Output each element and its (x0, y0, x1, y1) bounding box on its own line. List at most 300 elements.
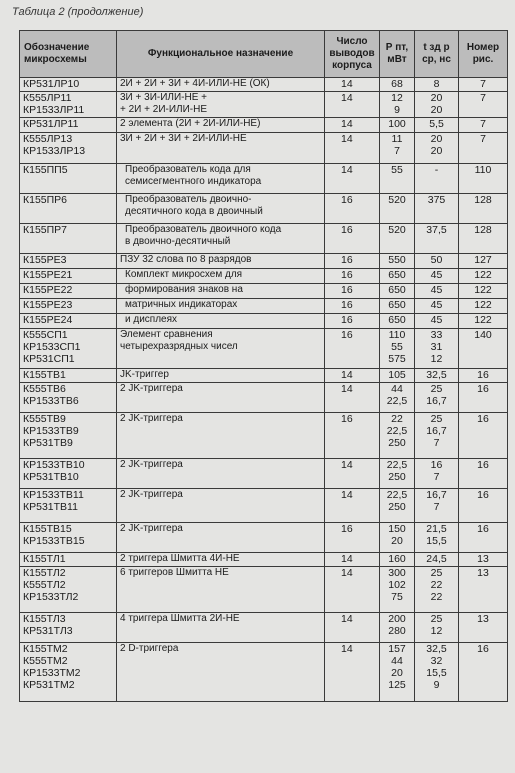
ic-code: КР531ТЛ3 (23, 625, 73, 637)
table-row (20, 383, 508, 413)
ic-code: К155ТВ15 (23, 523, 72, 535)
table-row (20, 78, 508, 92)
power-value: 7 (394, 145, 400, 157)
power-value: 20 (391, 535, 403, 547)
cell-delay (415, 254, 459, 269)
cell-function (117, 254, 325, 269)
cell-figure: 7 (459, 118, 508, 133)
ic-code: К555ТВ9 (23, 413, 66, 425)
cell-power (380, 489, 415, 523)
table-row (20, 133, 508, 164)
ic-code: К155ПП5 (23, 164, 68, 176)
cell-delay (415, 489, 459, 523)
cell-function (117, 613, 325, 643)
cell-figure: 110 (459, 164, 508, 194)
table-row (20, 567, 508, 613)
function-line: 3И + 3И-ИЛИ-НЕ + (120, 92, 208, 103)
cell-designation (20, 643, 117, 702)
cell-designation (20, 284, 117, 299)
ic-code: КР531ТМ2 (23, 679, 75, 691)
cell-designation (20, 299, 117, 314)
cell-delay (415, 314, 459, 329)
cell-figure: 16 (459, 413, 508, 459)
power-value: 75 (391, 591, 403, 603)
delay-value: - (434, 164, 439, 176)
cell-delay (415, 329, 459, 369)
function-line: Преобразователь двоичного кода (125, 224, 282, 235)
power-value: 22,5 (386, 395, 408, 407)
delay-value: 45 (430, 299, 443, 311)
ic-code: К155ТМ2 (23, 643, 68, 655)
cell-power (380, 133, 415, 164)
cell-designation (20, 369, 117, 383)
function-line: 2 JK-триггера (120, 413, 183, 424)
delay-value: 45 (430, 284, 443, 296)
cell-pins: 16 (325, 329, 380, 369)
table-row (20, 269, 508, 284)
cell-designation (20, 314, 117, 329)
cell-function (117, 78, 325, 92)
function-line: семисегментного индикатора (125, 176, 262, 187)
power-value: 280 (388, 625, 406, 637)
cell-power (380, 643, 415, 702)
cell-pins: 16 (325, 284, 380, 299)
delay-value: 20 (430, 133, 443, 145)
cell-figure: 16 (459, 459, 508, 489)
header-page: Номер рис. (459, 31, 508, 78)
ic-code: КР1533ТВ9 (23, 425, 79, 437)
power-value: 9 (394, 104, 400, 116)
cell-figure: 16 (459, 383, 508, 413)
cell-power (380, 329, 415, 369)
function-line: + 2И + 2И-ИЛИ-НЕ (120, 104, 208, 115)
ic-code: К155РЕ3 (23, 254, 67, 266)
header-designation: Обозначение микросхемы (20, 31, 117, 78)
cell-figure: 127 (459, 254, 508, 269)
table-caption: Таблица 2 (продолжение) (12, 6, 144, 18)
cell-figure: 122 (459, 269, 508, 284)
cell-designation (20, 78, 117, 92)
delay-value: 45 (430, 269, 443, 281)
delay-value: 33 (430, 329, 443, 341)
power-value: 68 (391, 78, 403, 90)
cell-designation (20, 269, 117, 284)
header-function: Функциональное назначение (117, 31, 325, 78)
ic-code: КР1533ТВ11 (23, 489, 84, 501)
ic-code: КР531ТВ11 (23, 501, 78, 513)
delay-value: 16,7 (426, 395, 447, 407)
function-line: 2 JK-триггера (120, 523, 183, 534)
cell-function (117, 133, 325, 164)
cell-figure: 122 (459, 299, 508, 314)
cell-delay (415, 413, 459, 459)
power-value: 650 (388, 314, 406, 326)
function-line: Преобразователь кода для (125, 164, 251, 175)
function-line: формирования знаков на (125, 284, 243, 295)
delay-value: 31 (430, 341, 443, 353)
cell-pins: 14 (325, 613, 380, 643)
ic-code: К155ТЛ2 (23, 567, 66, 579)
function-line: 2И + 2И + 3И + 4И-ИЛИ-НЕ (ОК) (120, 78, 270, 89)
cell-function (117, 383, 325, 413)
cell-designation (20, 553, 117, 567)
cell-pins: 14 (325, 643, 380, 702)
cell-pins: 16 (325, 523, 380, 553)
cell-pins: 14 (325, 118, 380, 133)
cell-delay (415, 133, 459, 164)
power-value: 110 (388, 329, 406, 341)
cell-function (117, 567, 325, 613)
ic-code: КР1533СП1 (23, 341, 81, 353)
power-value: 22,5 (386, 425, 408, 437)
table-row (20, 194, 508, 224)
cell-designation (20, 523, 117, 553)
cell-designation (20, 133, 117, 164)
power-value: 200 (388, 613, 406, 625)
cell-delay (415, 224, 459, 254)
delay-value: 7 (433, 437, 440, 449)
power-value: 575 (388, 353, 406, 365)
cell-delay (415, 78, 459, 92)
delay-value: 5,5 (429, 118, 444, 130)
cell-power (380, 314, 415, 329)
table-body (20, 78, 508, 702)
delay-value: 22 (430, 591, 443, 603)
delay-value: 20 (430, 145, 443, 157)
power-value: 100 (388, 118, 406, 130)
cell-function (117, 329, 325, 369)
ic-code: КР1533ТВ10 (23, 459, 85, 471)
cell-figure: 16 (459, 489, 508, 523)
cell-figure: 16 (459, 643, 508, 702)
ic-code: К555ТЛ2 (23, 579, 66, 591)
power-value: 20 (391, 667, 403, 679)
ic-code: К555ЛР13 (23, 133, 73, 145)
ic-code: К555СП1 (23, 329, 68, 341)
cell-designation (20, 459, 117, 489)
ic-code: КР531ТВ9 (23, 437, 73, 449)
function-line: 3И + 2И + 3И + 2И-ИЛИ-НЕ (120, 133, 247, 144)
delay-value: 50 (430, 254, 443, 266)
cell-pins: 14 (325, 133, 380, 164)
delay-value: 25 (430, 413, 443, 425)
cell-power (380, 299, 415, 314)
header-pins: Число выводов корпуса (325, 31, 380, 78)
cell-figure: 128 (459, 224, 508, 254)
cell-power (380, 92, 415, 118)
cell-power (380, 194, 415, 224)
cell-delay (415, 284, 459, 299)
delay-value: 25 (430, 383, 443, 395)
delay-value: 21,5 (426, 523, 447, 535)
cell-function (117, 553, 325, 567)
function-line: Элемент сравнения (120, 329, 213, 340)
cell-pins: 14 (325, 78, 380, 92)
table-row (20, 314, 508, 329)
power-value: 160 (388, 553, 406, 565)
cell-pins: 14 (325, 383, 380, 413)
cell-designation (20, 92, 117, 118)
cell-function (117, 269, 325, 284)
cell-power (380, 118, 415, 133)
table-row (20, 553, 508, 567)
function-line: и дисплеях (125, 314, 178, 325)
delay-value: 25 (430, 613, 443, 625)
function-line: 4 триггера Шмитта 2И-НЕ (120, 613, 240, 624)
cell-function (117, 413, 325, 459)
function-line: 2 JK-триггера (120, 489, 183, 500)
table-row (20, 254, 508, 269)
delay-value: 15,5 (426, 535, 447, 547)
cell-pins: 16 (325, 269, 380, 284)
cell-pins: 14 (325, 369, 380, 383)
cell-delay (415, 613, 459, 643)
power-value: 250 (388, 501, 406, 513)
ic-code: К555ТМ2 (23, 655, 68, 667)
cell-function (117, 118, 325, 133)
power-value: 22,5 (386, 459, 408, 471)
cell-delay (415, 643, 459, 702)
cell-delay (415, 553, 459, 567)
ic-code: КР1533ТМ2 (23, 667, 81, 679)
cell-designation (20, 329, 117, 369)
cell-pins: 14 (325, 459, 380, 489)
cell-designation (20, 194, 117, 224)
table-row (20, 523, 508, 553)
ic-code: КР1533ЛР13 (23, 145, 86, 157)
cell-delay (415, 369, 459, 383)
cell-designation (20, 489, 117, 523)
cell-delay (415, 459, 459, 489)
cell-pins: 14 (325, 489, 380, 523)
function-line: 6 триггеров Шмитта НЕ (120, 567, 229, 578)
cell-pins: 14 (325, 92, 380, 118)
cell-delay (415, 194, 459, 224)
function-line: матричных индикаторах (125, 299, 238, 310)
delay-value: 7 (433, 471, 440, 483)
delay-value: 20 (430, 104, 443, 116)
table-row (20, 164, 508, 194)
function-line: 2 JK-триггера (120, 383, 183, 394)
table-row (20, 224, 508, 254)
cell-power (380, 269, 415, 284)
ic-code: КР531ЛР11 (23, 118, 79, 130)
function-line: 2 элемента (2И + 2И-ИЛИ-НЕ) (120, 118, 261, 129)
ic-code: КР1533ТВ15 (23, 535, 85, 547)
power-value: 650 (388, 269, 406, 281)
ic-code: К155ПР7 (23, 224, 68, 236)
cell-figure: 7 (459, 78, 508, 92)
delay-value: 12 (430, 625, 443, 637)
delay-value: 45 (430, 314, 443, 326)
cell-delay (415, 383, 459, 413)
table-row (20, 613, 508, 643)
cell-function (117, 164, 325, 194)
cell-figure: 16 (459, 369, 508, 383)
cell-function (117, 284, 325, 299)
cell-delay (415, 164, 459, 194)
header-power: Р пт, мВт (380, 31, 415, 78)
power-value: 55 (391, 341, 403, 353)
function-line: JK-триггер (120, 369, 169, 380)
delay-value: 22 (430, 579, 443, 591)
cell-pins: 14 (325, 553, 380, 567)
ic-code: К155РЕ22 (23, 284, 73, 296)
ic-code: К155РЕ21 (23, 269, 73, 281)
function-line: Комплект микросхем для (125, 269, 243, 280)
table-row (20, 369, 508, 383)
power-value: 102 (388, 579, 406, 591)
table-row (20, 459, 508, 489)
cell-function (117, 92, 325, 118)
power-value: 22 (391, 413, 403, 425)
cell-delay (415, 118, 459, 133)
ic-code: К155РЕ23 (23, 299, 73, 311)
cell-figure: 13 (459, 613, 508, 643)
power-value: 520 (388, 194, 406, 206)
cell-pins: 14 (325, 164, 380, 194)
ic-code: К555ЛР11 (23, 92, 72, 104)
function-line: 2 D-триггера (120, 643, 179, 654)
cell-designation (20, 164, 117, 194)
ic-code: КР1533ТВ6 (23, 395, 79, 407)
cell-power (380, 164, 415, 194)
ic-code: К155РЕ24 (23, 314, 73, 326)
cell-function (117, 299, 325, 314)
delay-value: 37,5 (426, 224, 447, 236)
table-header-row (20, 31, 508, 78)
delay-value: 32 (430, 655, 443, 667)
function-line: четырехразрядных чисел (120, 341, 238, 352)
cell-function (117, 523, 325, 553)
cell-designation (20, 118, 117, 133)
cell-designation (20, 254, 117, 269)
cell-function (117, 194, 325, 224)
cell-pins: 14 (325, 567, 380, 613)
cell-power (380, 224, 415, 254)
cell-function (117, 314, 325, 329)
cell-pins: 16 (325, 224, 380, 254)
delay-value: 32,5 (426, 369, 447, 381)
cell-designation (20, 613, 117, 643)
delay-value: 16 (430, 459, 443, 471)
cell-designation (20, 224, 117, 254)
power-value: 520 (388, 224, 406, 236)
cell-delay (415, 299, 459, 314)
cell-pins: 16 (325, 299, 380, 314)
ic-code: КР531ЛР10 (23, 78, 80, 90)
cell-function (117, 224, 325, 254)
cell-designation (20, 383, 117, 413)
cell-pins: 16 (325, 194, 380, 224)
power-value: 650 (388, 299, 406, 311)
cell-power (380, 567, 415, 613)
cell-pins: 16 (325, 254, 380, 269)
cell-function (117, 459, 325, 489)
cell-designation (20, 567, 117, 613)
power-value: 44 (391, 655, 403, 667)
table-row (20, 284, 508, 299)
delay-value: 8 (433, 78, 440, 90)
cell-figure: 7 (459, 92, 508, 118)
cell-figure: 7 (459, 133, 508, 164)
cell-designation (20, 413, 117, 459)
table-row (20, 643, 508, 702)
cell-power (380, 254, 415, 269)
power-value: 11 (391, 133, 403, 145)
delay-value: 15,5 (426, 667, 447, 679)
cell-delay (415, 523, 459, 553)
delay-value: 12 (430, 353, 443, 365)
cell-figure: 13 (459, 553, 508, 567)
power-value: 550 (388, 254, 406, 266)
table-row (20, 329, 508, 369)
ic-code: К555ТВ6 (23, 383, 66, 395)
table-row (20, 299, 508, 314)
delay-value: 375 (427, 194, 446, 206)
delay-value: 16,7 (426, 489, 447, 501)
function-line: в двоично-десятичный (125, 236, 231, 247)
delay-value: 9 (433, 679, 440, 691)
cell-figure: 16 (459, 523, 508, 553)
function-line: ПЗУ 32 слова по 8 разрядов (120, 254, 252, 265)
ic-code: КР1533ЛР11 (23, 104, 85, 116)
cell-figure: 128 (459, 194, 508, 224)
delay-value: 32,5 (426, 643, 447, 655)
power-value: 55 (391, 164, 403, 176)
cell-figure: 122 (459, 284, 508, 299)
ic-code: К155ТЛ1 (23, 553, 66, 565)
cell-figure: 122 (459, 314, 508, 329)
delay-value: 16,7 (426, 425, 447, 437)
power-value: 250 (388, 437, 406, 449)
power-value: 157 (388, 643, 406, 655)
ic-code: К155ТВ1 (23, 369, 66, 381)
power-value: 22,5 (386, 489, 408, 501)
delay-value: 20 (430, 92, 443, 104)
cell-pins: 16 (325, 413, 380, 459)
header-delay: t зд р ср, нс (415, 31, 459, 78)
table-row (20, 92, 508, 118)
table-row (20, 413, 508, 459)
cell-power (380, 613, 415, 643)
power-value: 250 (388, 471, 406, 483)
table-row (20, 489, 508, 523)
power-value: 105 (388, 369, 406, 381)
ic-table (19, 30, 508, 702)
ic-code: КР1533ТЛ2 (23, 591, 79, 603)
power-value: 125 (388, 679, 406, 691)
cell-power (380, 369, 415, 383)
ic-code: К155ТЛ3 (23, 613, 66, 625)
cell-figure: 140 (459, 329, 508, 369)
table-row (20, 118, 508, 133)
cell-function (117, 369, 325, 383)
delay-value: 7 (433, 501, 440, 513)
cell-delay (415, 269, 459, 284)
power-value: 300 (388, 567, 406, 579)
power-value: 44 (391, 383, 403, 395)
cell-power (380, 413, 415, 459)
cell-function (117, 643, 325, 702)
ic-code: КР531СП1 (23, 353, 75, 365)
cell-figure: 13 (459, 567, 508, 613)
cell-power (380, 284, 415, 299)
cell-power (380, 553, 415, 567)
power-value: 150 (388, 523, 406, 535)
cell-power (380, 459, 415, 489)
cell-pins: 16 (325, 314, 380, 329)
